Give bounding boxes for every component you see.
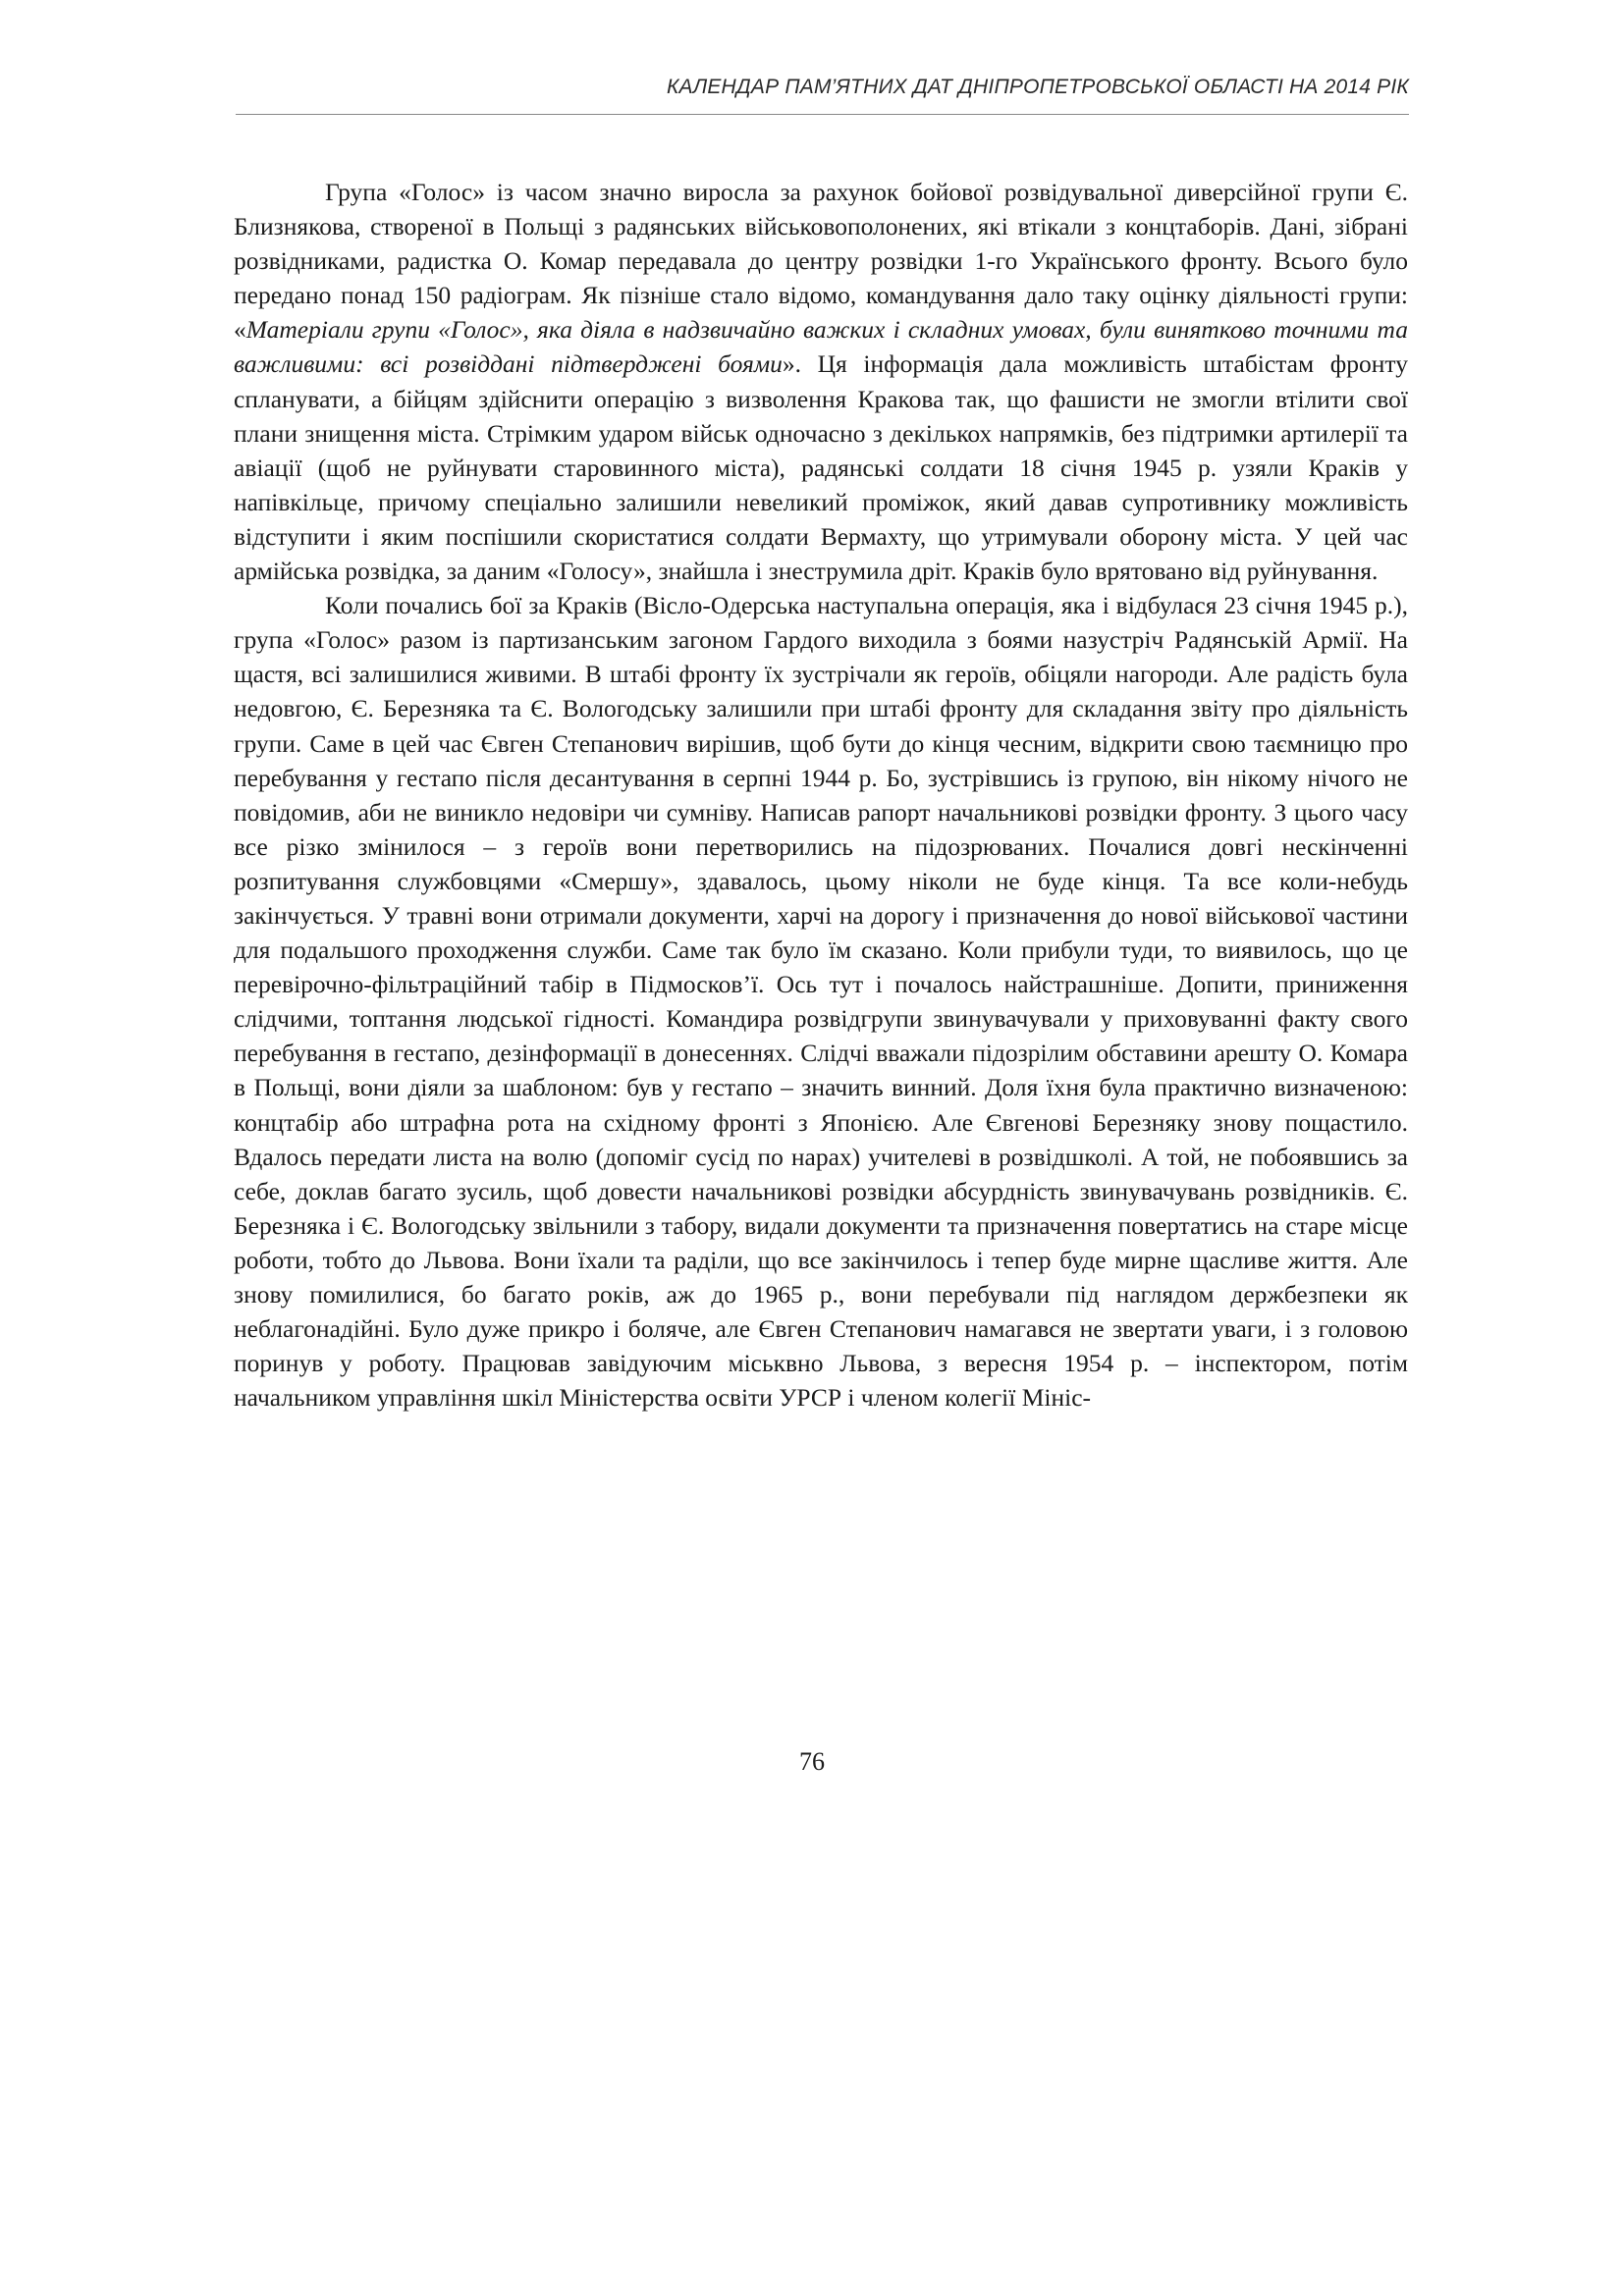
running-title: КАЛЕНДАР ПАМ’ЯТНИХ ДАТ ДНІПРОПЕТРОВСЬКОЇ ОБЛАСТІ НА 2014 РІК bbox=[666, 76, 1409, 98]
paragraph-2: Коли почались бої за Краків (Вісло-Одерська наступальна операція, яка і відбулася 23 січня 1945 р.), група «Голос» разом із партизанським загоном Гардого виходила з боями назустріч Радянській Армії. На щастя, всі залишилися живими. В штабі фронту їх зустрічали як героїв, обіцяли нагороди. Але радість була недовгою, Є. Березняка та Є. Вологодську залишили при штабі фронту для складання звіту про діяльність групи. Саме в цей час Євген Степанович вирішив, щоб бути до кінця чесним, відкрити свою таємницю про перебування у гестапо після десантування в серпні 1944 р. Бо, зустрівшись із групою, він нікому нічого не повідомив, аби не виникло недовіри чи сумніву. Написав рапорт начальникові розвідки фронту. З цього часу все різко змінилося – з героїв вони перетворились на підозрюваних. Почалися довгі нескінченні розпитування службовцями «Смершу», здавалось, цьому ніколи не буде кінця. Та все коли-небудь закінчується. У травні вони отримали документи, харчі на дорогу і призначення до нової військової частини для подальшого проходження служби. Саме так було їм сказано. Коли прибули туди, то виявилось, що це перевірочно-фільтраційний табір в Підмосков’ї. Ось тут і почалось найстрашніше. Допити, приниження слідчими, топтання людської гідності. Командира розвідгрупи звинувачували у приховуванні факту свого перебування в гестапо, дезінформації в донесеннях. Слідчі вважали підозрілим обставини арешту О. Комара в Польщі, вони діяли за шаблоном: був у гестапо – значить винний. Доля їхня була практично визначеною: концтабір або штрафна рота на східному фронті з Японією. Але Євгенові Березняку знову пощастило. Вдалось передати листа на волю (допоміг сусід по нарах) учителеві в розвідшколі. А той, не побоявшись за себе, доклав багато зусиль, щоб довести начальникові розвідки абсурдність звинувачувань розвідників. Є. Березняка і Є. Вологодську звільнили з табору, видали документи та призначення повертатись на старе місце роботи, тобто до Львова. Вони їхали та раділи, що все закінчилось і тепер буде мирне щасливе життя. Але знову помилилися, бо багато років, аж до 1965 р., вони перебували під наглядом держбезпеки як неблагонадійні. Було дуже прикро і боляче, але Євген Степанович намагався не звертати уваги, і з головою поринув у роботу. Працював завідуючим міськвно Львова, з вересня 1954 р. – інспектором, потім начальником управління шкіл Міністерства освіти УРСР і членом колегії Мініс- bbox=[234, 591, 1408, 1413]
paragraph-1 bbox=[234, 175, 1408, 588]
paragraph-1-text-start: Група «Голос» із часом значно виросла за рахунок бойової розвідувальної диверсійної групи Є. Близнякова, створеної в Польщі з радянських військовополонених, які втікали з концтаборів. Дані, зібрані розвідниками, радистка О. Комар передавала до центру розвідки 1-го Українського фронту. Всього було передано понад 150 радіограм. Як пізніше стало відомо, командування дало таку оцінку діяльності групи: « bbox=[234, 178, 1408, 345]
paragraph-1-text-end: ». Ця інформація дала можливість штабістам фронту спланувати, а бійцям здійснити операцію з визволення Кракова так, що фашисти не змогли втілити свої плани знищення міста. Стрімким ударом військ одночасно з декількох напрямків, без підтримки артилерії та авіації (щоб не руйнувати старовинного міста), радянські солдати 18 січня 1945 р. узяли Краків у напівкільце, причому спеціально залишили невеликий проміжок, який давав супротивнику можливість відступити і яким поспішили скористатися солдати Вермахту, що утримували оборону міста. У цей час армійська розвідка, за даним «Голосу», знайшла і знеструмила дріт. Краків було врятовано від руйнування. bbox=[234, 349, 1408, 586]
page-number: 76 bbox=[799, 1747, 825, 1776]
command-quote: Матеріали групи «Голос», яка діяла в надзвичайно важких і складних умовах, були винятково точними та важливими: всі розвіддані підтверджені боями bbox=[234, 315, 1408, 379]
running-header bbox=[236, 75, 1409, 115]
page-body bbox=[234, 175, 1408, 1415]
